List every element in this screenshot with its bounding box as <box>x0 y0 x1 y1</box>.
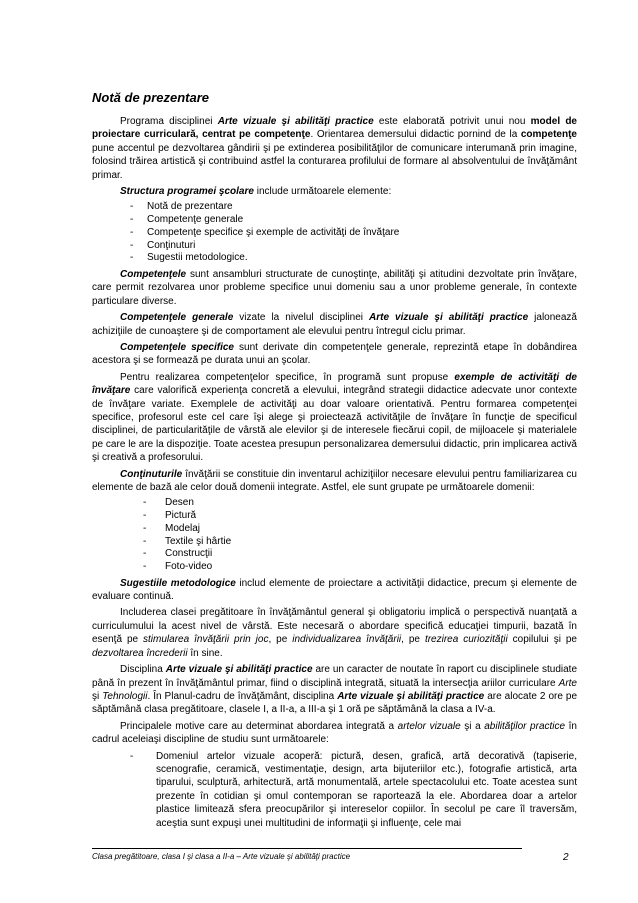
emphasis: individualizarea învăţării <box>292 634 402 646</box>
list-item <box>92 523 577 536</box>
list-item <box>92 227 577 240</box>
emphasis: Structura programei şcolare <box>120 186 254 198</box>
text: vizate la nivelul disciplinei <box>233 312 369 324</box>
emphasis: artelor vizuale <box>397 720 461 732</box>
paragraph-activitati <box>92 371 577 465</box>
text: care valorifică experienţa concretă a elevului, integrând strategii didactice adecvate unor contexte de învăţare variate. Exemplele de activităţi au doar valoare orientativă. Pentru formarea competenţei specifice, profesorul este cel care îşi alege şi proiectează activităţile de învăţare în funcţie de specificul disciplinei, de particularităţile de vârstă ale elevilor şi de interesele fiecărui copil, de mijloacele şi materialele pe care le are la dispoziţie. Toate acestea presupun personalizarea demersului didactic, prin implicarea activă şi creativă a profesorului. <box>92 385 577 464</box>
text: jalonează achiziţiile de cunoaştere şi de comportament ale elevului pentru întregul ciclu primar. <box>92 312 577 337</box>
text: , pe <box>268 634 293 646</box>
emphasis: dezvoltarea încrederii <box>92 647 188 659</box>
structure-list <box>92 201 577 265</box>
text: în cadrul aceleiaşi discipline de studiu sunt următoarele: <box>92 720 577 746</box>
emphasis: abilităţilor practice <box>484 720 566 732</box>
dash-bullet: - <box>143 497 147 509</box>
emphasis: Conţinuturile <box>120 468 183 480</box>
dash-bullet: - <box>143 535 147 547</box>
list-item <box>92 497 577 510</box>
text: şi <box>92 690 103 702</box>
text: Includerea clasei pregătitoare în învăţământul general şi obligatoriu implică o perspectivă nuanţată a curriculumului la acest nivel de vârstă. Este necesară o abordare specifică educaţiei timpurii, bazată în esenţă pe <box>92 607 577 646</box>
dash-bullet: - <box>130 201 134 213</box>
list-item <box>92 214 577 227</box>
list-item-text: Sugestii metodologice. <box>147 252 248 264</box>
discipline-name: Arte vizuale şi abilităţi practice <box>369 312 529 324</box>
text: includ elemente de proiectare a activităţii didactice, precum şi elemente de evaluare continuă. <box>92 577 577 603</box>
footer-divider <box>92 848 522 849</box>
dash-bullet: - <box>143 522 147 534</box>
emphasis: Competenţele generale <box>120 312 234 324</box>
text: şi a <box>460 720 485 732</box>
list-item <box>92 252 577 265</box>
paragraph-clasa-pregatitoare <box>92 606 577 660</box>
text: în sine. <box>187 647 223 659</box>
document-page <box>92 90 577 830</box>
list-item-text: Modelaj <box>165 522 201 534</box>
dash-bullet: - <box>143 548 147 560</box>
emphasis: competenţe <box>520 129 577 141</box>
list-item-text: Conţinuturi <box>147 239 196 251</box>
motive-text: Domeniul artelor vizuale acoperă: pictură, desen, grafică, artă decorativă (tapiserie, scenografie, ceramică, vestimentaţie, design, arta bijuteriilor etc.), fotografie artistică, arta tiparului, sculptură, arhitectură, artă monumentală, artele spectacolului etc. Toate acestea sunt prezente în cotidian şi omul contemporan se raportează la ele. Abordarea doar a artelor plastice limitează sfera preocupărilor şi intereselor copiilor. În secolul pe care îl traversăm, aceştia sunt expuşi unei multitudini de informaţii şi influenţe, cele mai <box>156 750 577 829</box>
emphasis: trezirea curiozităţii <box>424 634 508 646</box>
emphasis: model de proiectare curriculară, centrat pe competenţe <box>92 116 577 141</box>
list-item <box>92 536 577 549</box>
dash-bullet: - <box>130 226 134 238</box>
text: învăţării se constituie din inventarul achiziţiilor necesare elevului pentru familiarizarea cu elemente de bază ale celor două domenii integrate. Astfel, ele sunt grupate pe următoarele domenii: <box>92 468 577 494</box>
emphasis: Competenţele <box>120 268 187 280</box>
text: Programa disciplinei <box>120 116 218 127</box>
emphasis: Sugestiile metodologice <box>120 577 236 589</box>
domain-list <box>92 497 577 573</box>
paragraph-sugestii <box>92 577 577 604</box>
emphasis: Arte <box>558 677 577 689</box>
text: sunt derivate din competenţele generale, reprezintă etape în dobândirea acestora şi se formează pe durata unui an şcolar. <box>92 341 577 367</box>
paragraph-competente <box>92 268 577 308</box>
motive-item-1 <box>92 750 577 830</box>
dash-bullet: - <box>143 510 147 522</box>
text: , pe <box>401 634 425 646</box>
text: copilului şi pe <box>507 634 577 646</box>
list-item <box>92 240 577 253</box>
text: are alocate 2 ore pe săptămână clasa pregătitoare, clasele I, a II-a, a III-a şi 1 oră pe săptămână la clasa a IV-a. <box>92 690 578 716</box>
list-item <box>92 201 577 214</box>
emphasis: exemple de activităţi de învăţare <box>92 371 577 397</box>
list-item-text: Construcţii <box>165 548 213 560</box>
list-item <box>92 561 577 574</box>
discipline-name: Arte vizuale şi abilităţi practice <box>337 690 485 702</box>
list-item-text: Pictură <box>165 510 197 522</box>
text: . Orientarea demersului didactic pornind de la <box>310 129 521 141</box>
dash-bullet: - <box>130 252 134 264</box>
dash-bullet: - <box>130 239 134 251</box>
text: include următoarele elemente: <box>253 186 392 198</box>
dash-bullet: - <box>130 750 134 762</box>
paragraph-structure <box>92 185 577 198</box>
section-title: Notă de prezentare <box>92 90 210 105</box>
list-item-text: Foto-video <box>165 560 213 572</box>
list-item-text: Textile şi hârtie <box>165 535 232 547</box>
list-item <box>92 510 577 523</box>
text: . În Planul-cadru de învăţământ, disciplina <box>147 690 338 702</box>
dash-bullet: - <box>143 560 147 572</box>
emphasis: stimularea învăţării prin joc <box>143 634 269 646</box>
discipline-name: Arte vizuale şi abilităţi practice <box>217 116 374 127</box>
emphasis: Competenţele specifice <box>120 341 234 353</box>
text: Disciplina <box>120 664 166 676</box>
paragraph-continuturi <box>92 468 577 495</box>
text: este elaborată potrivit unui nou <box>373 116 531 127</box>
list-item <box>92 548 577 561</box>
text: sunt ansambluri structurate de cunoştinţe, abilităţi şi atitudini dezvoltate prin învăţare, care permit rezolvarea unor probleme specifice unui domeniu sau a unor probleme generale, în contexte particulare diverse. <box>92 268 577 307</box>
text: Principalele motive care au determinat abordarea integrată a <box>120 720 398 732</box>
discipline-name: Arte vizuale şi abilităţi practice <box>165 664 313 676</box>
dash-bullet: - <box>130 214 134 226</box>
paragraph-disciplina <box>92 663 577 717</box>
paragraph-motive <box>92 720 577 747</box>
text: Pentru realizarea competenţelor specifice, în programă sunt propuse <box>120 371 455 383</box>
footer-text: Clasa pregătitoare, clasa I şi clasa a II-a – Arte vizuale şi abilităţi practice <box>92 852 351 861</box>
paragraph-competente-generale <box>92 311 577 338</box>
list-item-text: Competenţe specifice şi exemple de activităţi de învăţare <box>147 226 400 238</box>
text: pune accentul pe dezvoltarea gândirii şi pe extinderea posibilităţilor de comunicare interumană prin imagine, folosind trăirea artistică şi contribuind astfel la conturarea profilului de formare al absolventului de învăţământ primar. <box>92 142 577 181</box>
list-item-text: Competenţe generale <box>147 214 244 226</box>
text: are un caracter de noutate în raport cu disciplinele studiate până în prezent în învăţământul primar, fiind o disciplină integrată, situată la intersecţia ariilor curriculare <box>92 664 578 689</box>
emphasis: Tehnologii <box>102 690 148 702</box>
list-item-text: Notă de prezentare <box>147 201 233 213</box>
page-number: 2 <box>563 852 569 863</box>
paragraph-competente-specifice <box>92 341 577 368</box>
paragraph-intro <box>92 115 577 182</box>
list-item-text: Desen <box>165 497 194 509</box>
